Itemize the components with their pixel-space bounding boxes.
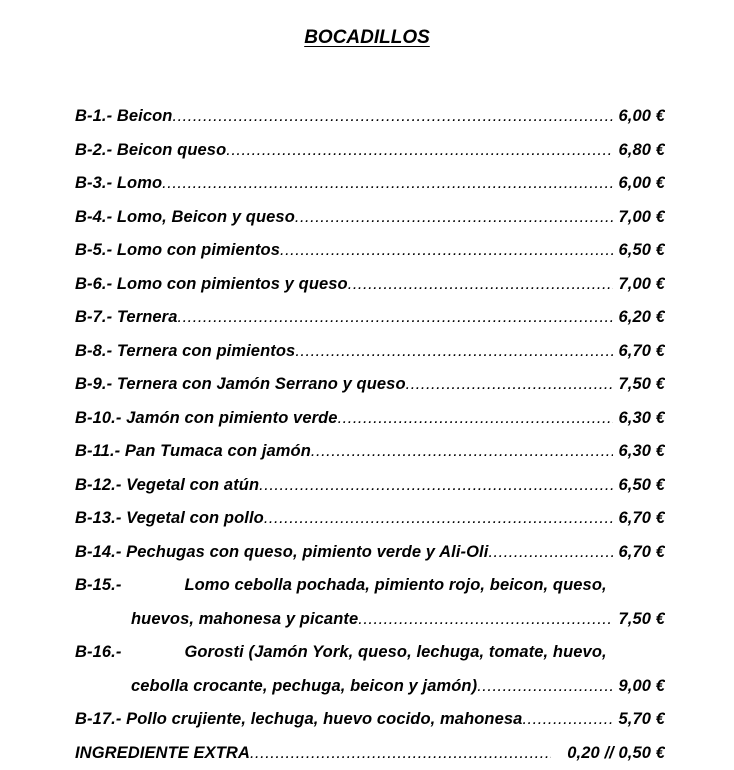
menu-item-b11 bbox=[75, 435, 665, 469]
menu-item-name: Pan Tumaca con jamón bbox=[125, 435, 311, 469]
menu-item-b15-line1 bbox=[75, 569, 665, 603]
menu-item-price: 6,70 € bbox=[615, 502, 665, 536]
menu-item-code: B-12.- bbox=[75, 469, 121, 503]
dot-leader bbox=[162, 167, 612, 201]
menu-item-price: 7,50 € bbox=[615, 603, 665, 637]
menu-item-price: 6,50 € bbox=[615, 234, 665, 268]
menu-item-b4 bbox=[75, 201, 665, 235]
dot-leader bbox=[348, 268, 613, 302]
menu-item-code: B-13.- bbox=[75, 502, 121, 536]
menu-item-code: B-9.- bbox=[75, 368, 112, 402]
menu-item-b2 bbox=[75, 134, 665, 168]
menu-item-b7 bbox=[75, 301, 665, 335]
menu-item-b5 bbox=[75, 234, 665, 268]
menu-item-price: 7,00 € bbox=[615, 268, 665, 302]
dot-leader bbox=[295, 335, 612, 369]
menu-item-code: B-15.- bbox=[75, 569, 180, 603]
dot-leader bbox=[338, 402, 613, 436]
menu-item-name: Lomo cebolla pochada, pimiento rojo, beicon, queso, bbox=[184, 569, 665, 603]
menu-item-price: 6,00 € bbox=[615, 167, 665, 201]
menu-item-name: Beicon queso bbox=[117, 134, 226, 168]
menu-item-price: 6,80 € bbox=[615, 134, 665, 168]
menu-item-price: 7,50 € bbox=[615, 368, 665, 402]
menu-item-price: 6,50 € bbox=[615, 469, 665, 503]
menu-item-b8 bbox=[75, 335, 665, 369]
menu-item-b1 bbox=[75, 100, 665, 134]
menu-item-b17 bbox=[75, 703, 665, 737]
dot-leader bbox=[177, 301, 612, 335]
menu-item-name: Vegetal con atún bbox=[126, 469, 259, 503]
dot-leader bbox=[226, 134, 612, 168]
menu-item-price: 6,00 € bbox=[615, 100, 665, 134]
menu-item-b10 bbox=[75, 402, 665, 436]
menu-item-b15-line2 bbox=[75, 603, 665, 637]
menu-item-code: B-3.- bbox=[75, 167, 112, 201]
menu-item-code: B-6.- bbox=[75, 268, 112, 302]
menu-item-b16-line2 bbox=[75, 670, 665, 704]
menu-item-b12 bbox=[75, 469, 665, 503]
menu-item-b16-line1 bbox=[75, 636, 665, 670]
dot-leader bbox=[295, 201, 613, 235]
extra-ingredient-price: 0,20 // 0,50 € bbox=[553, 737, 665, 770]
menu-item-price: 7,00 € bbox=[615, 201, 665, 235]
dot-leader bbox=[477, 670, 612, 704]
dot-leader bbox=[488, 536, 612, 570]
menu-item-code: B-4.- bbox=[75, 201, 112, 235]
menu-item-b9 bbox=[75, 368, 665, 402]
menu-item-name: Ternera bbox=[117, 301, 178, 335]
dot-leader bbox=[406, 368, 613, 402]
dot-leader bbox=[172, 100, 612, 134]
menu-item-name: Ternera con Jamón Serrano y queso bbox=[117, 368, 406, 402]
menu-item-name: Ternera con pimientos bbox=[117, 335, 295, 369]
menu-item-code: B-5.- bbox=[75, 234, 112, 268]
menu-item-b13 bbox=[75, 502, 665, 536]
menu-item-code: B-14.- bbox=[75, 536, 121, 570]
dot-leader bbox=[522, 703, 612, 737]
menu-item-name: Lomo con pimientos bbox=[117, 234, 280, 268]
menu-item-price: 6,30 € bbox=[615, 435, 665, 469]
menu-item-b6 bbox=[75, 268, 665, 302]
menu-item-price: 6,70 € bbox=[615, 335, 665, 369]
menu-item-code: B-8.- bbox=[75, 335, 112, 369]
menu-item-name-continued: cebolla crocante, pechuga, beicon y jamón) bbox=[131, 670, 477, 704]
extra-ingredient-label: INGREDIENTE EXTRA bbox=[75, 737, 250, 770]
menu-item-name: Pollo crujiente, lechuga, huevo cocido, mahonesa bbox=[126, 703, 522, 737]
menu-item-name: Lomo bbox=[117, 167, 162, 201]
menu-item-name-continued: huevos, mahonesa y picante bbox=[131, 603, 358, 637]
menu-item-code: B-10.- bbox=[75, 402, 121, 436]
menu-title: BOCADILLOS bbox=[0, 27, 734, 49]
menu-item-code: B-2.- bbox=[75, 134, 112, 168]
dot-leader bbox=[311, 435, 613, 469]
menu-item-code: B-11.- bbox=[75, 435, 120, 469]
menu-item-price: 9,00 € bbox=[615, 670, 665, 704]
menu-item-code: B-7.- bbox=[75, 301, 112, 335]
menu-item-price: 6,30 € bbox=[615, 402, 665, 436]
menu-item-name: Beicon bbox=[117, 100, 173, 134]
menu-item-code: B-17.- bbox=[75, 703, 121, 737]
menu-item-name: Vegetal con pollo bbox=[126, 502, 264, 536]
dot-leader bbox=[259, 469, 612, 503]
menu-item-b3 bbox=[75, 167, 665, 201]
menu-item-name: Lomo, Beicon y queso bbox=[117, 201, 295, 235]
dot-leader bbox=[358, 603, 612, 637]
menu-item-price: 5,70 € bbox=[615, 703, 665, 737]
sandwich-menu-list bbox=[75, 100, 665, 770]
menu-item-price: 6,70 € bbox=[615, 536, 665, 570]
menu-item-code: B-1.- bbox=[75, 100, 112, 134]
menu-item-price: 6,20 € bbox=[615, 301, 665, 335]
menu-item-code: B-16.- bbox=[75, 636, 180, 670]
menu-item-name: Lomo con pimientos y queso bbox=[117, 268, 348, 302]
menu-item-name: Jamón con pimiento verde bbox=[126, 402, 337, 436]
menu-item-b14 bbox=[75, 536, 665, 570]
menu-item-name: Pechugas con queso, pimiento verde y Ali-Oli bbox=[126, 536, 488, 570]
dot-leader bbox=[264, 502, 613, 536]
dot-leader bbox=[280, 234, 613, 268]
menu-item-name: Gorosti (Jamón York, queso, lechuga, tomate, huevo, bbox=[184, 636, 665, 670]
